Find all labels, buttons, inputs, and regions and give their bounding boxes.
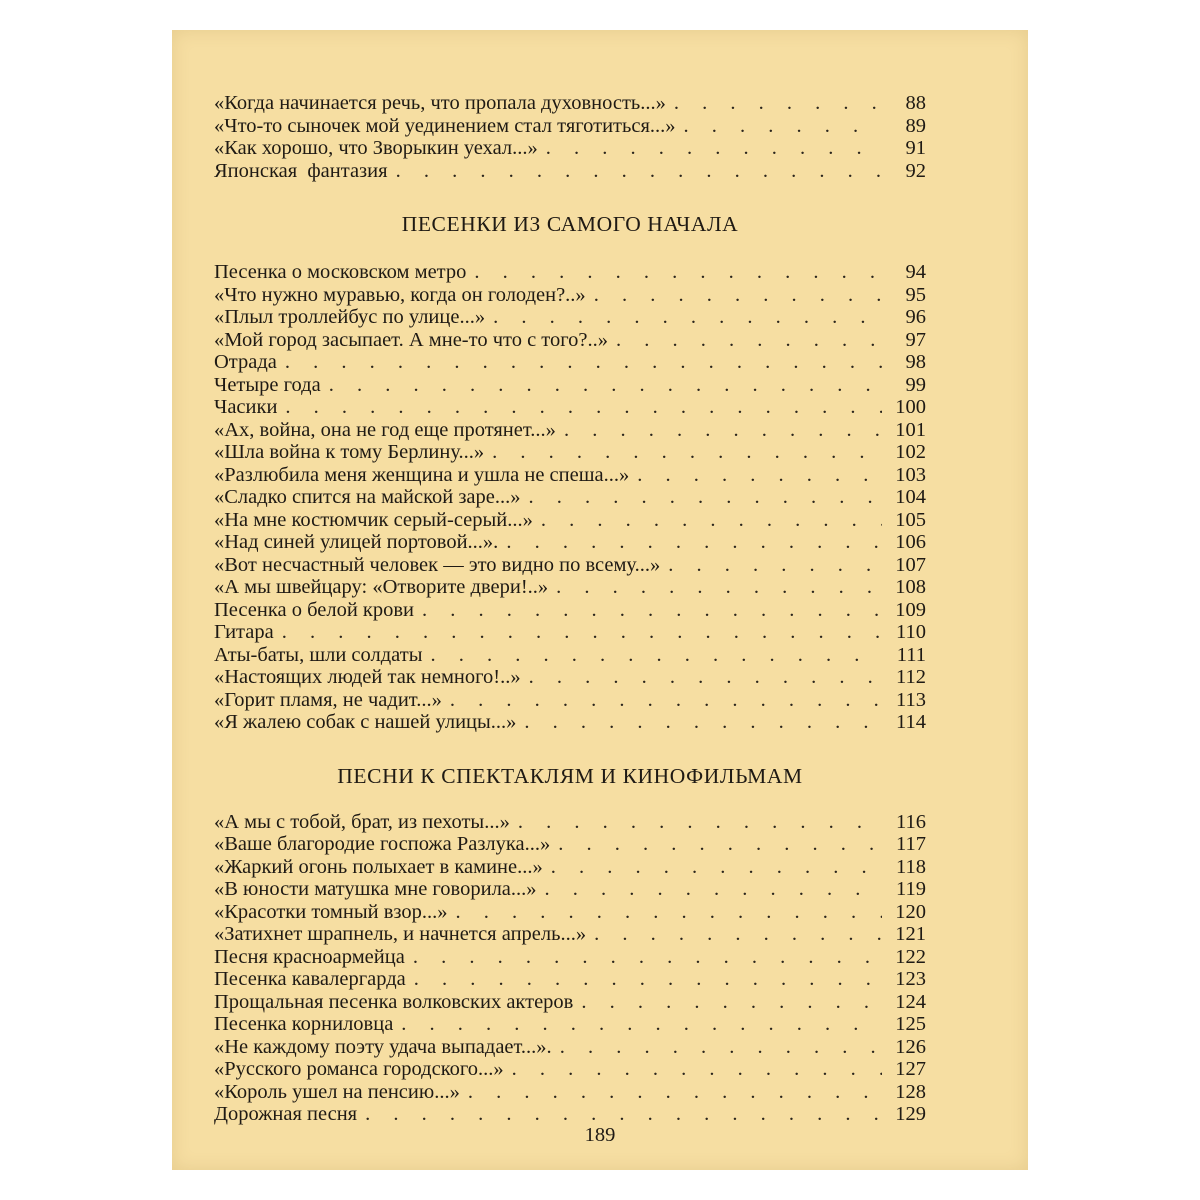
toc-entry [214,92,926,115]
entry-title: Японская фантазия [214,159,388,182]
dot-leader [558,833,882,856]
entry-title: «В юности матушка мне говорила...» [214,878,537,900]
toc-entry [214,811,926,834]
toc-entry [214,137,926,160]
entry-page-number: 116 [896,810,926,833]
toc-entry [214,644,926,667]
toc-entry [214,115,926,138]
entry-title: «Над синей улицей портовой...». [214,531,499,553]
entry-title: «Я жалею собак с нашей улицы...» [214,711,517,733]
toc-entry [214,441,926,464]
entry-page-number: 101 [895,418,926,441]
toc-entry [214,1013,926,1036]
toc-entry [214,464,926,487]
toc-entry [214,833,926,856]
dot-leader [414,968,882,991]
toc-entry [214,666,926,689]
entry-page-number: 125 [895,1013,926,1035]
dot-leader [564,419,882,442]
entry-title: «Шла война к тому Берлину...» [214,441,485,463]
dot-leader [401,1013,882,1036]
dot-leader [524,711,882,734]
dot-leader [285,396,882,419]
dot-leader [594,923,882,946]
dot-leader [594,284,882,307]
dot-leader [468,1081,882,1104]
dot-leader [637,464,882,487]
entry-title: «Вот несчастный человек — это видно по всему...» [214,553,661,576]
entry-page-number: 102 [895,441,926,463]
dot-leader [493,306,882,329]
entry-title: «Ах, война, она не год еще протянет...» [214,418,556,441]
dot-leader [616,329,882,352]
page-number: 189 [584,1124,616,1146]
toc-section-1-entries [214,261,926,734]
entry-title: «Король ушел на пенсию...» [214,1080,460,1103]
toc-entry [214,599,926,622]
entry-page-number: 99 [905,373,926,396]
dot-leader [506,531,882,554]
entry-page-number: 121 [895,923,926,945]
book-page [172,30,1028,1170]
dot-leader [492,441,882,464]
dot-leader [684,115,882,138]
entry-title: Четыре года [214,373,321,396]
entry-title: Прощальная песенка волковских актеров [214,990,574,1013]
entry-title: «Когда начинается речь, что пропала духовность...» [214,92,666,114]
dot-leader [450,689,882,712]
dot-leader [581,991,882,1014]
entry-page-number: 105 [895,508,926,531]
toc-entry [214,1058,926,1081]
entry-page-number: 124 [895,990,926,1013]
toc-entry [214,878,926,901]
entry-title: Часики [214,396,278,418]
entry-title: «Разлюбила меня женщина и ушла не спеша...» [214,463,630,486]
dot-leader [518,811,882,834]
dot-leader [456,901,882,924]
entry-page-number: 107 [895,553,926,576]
entry-page-number: 89 [905,114,926,137]
toc-entry [214,968,926,991]
entry-title: «Красотки томный взор...» [214,900,448,923]
entry-title: «Как хорошо, что Зворыкин уехал...» [214,137,538,159]
dot-leader [474,261,882,284]
toc-entry [214,554,926,577]
dot-leader [512,1058,882,1081]
entry-title: Аты-баты, шли солдаты [214,643,423,666]
entry-title: «Затихнет шрапнель, и начнется апрель...» [214,923,587,945]
dot-leader [529,666,882,689]
entry-title: Песенка о московском метро [214,261,467,283]
table-of-contents [214,92,926,1126]
dot-leader [365,1103,882,1126]
entry-page-number: 98 [905,351,926,373]
entry-page-number: 92 [905,159,926,182]
entry-title: Песенка кавалергарда [214,968,406,990]
dot-leader [413,946,882,969]
toc-entry [214,1103,926,1126]
dot-leader [668,554,882,577]
dot-leader [396,160,882,183]
entry-page-number: 96 [905,306,926,328]
toc-entry [214,946,926,969]
entry-title: «Не каждому поэту удача выпадает...». [214,1035,552,1058]
dot-leader [551,856,882,879]
section-heading: ПЕСЕНКИ ИЗ САМОГО НАЧАЛА [401,212,739,236]
entry-page-number: 103 [895,463,926,486]
entry-page-number: 106 [895,531,926,553]
entry-page-number: 91 [905,137,926,159]
entry-page-number: 94 [905,261,926,283]
entry-title: «А мы с тобой, брат, из пехоты...» [214,810,510,833]
dot-leader [546,137,882,160]
entry-page-number: 127 [895,1058,926,1080]
entry-page-number: 97 [905,328,926,351]
entry-title: «Русского романса городского...» [214,1058,504,1080]
entry-page-number: 119 [896,878,926,900]
dot-leader [674,92,882,115]
entry-page-number: 112 [896,666,926,688]
entry-page-number: 108 [895,576,926,598]
entry-page-number: 118 [896,855,926,878]
toc-entry [214,689,926,712]
toc-entry [214,419,926,442]
entry-title: Песня красноармейца [214,945,405,968]
entry-title: «Сладко спится на майской заре...» [214,486,521,508]
dot-leader [545,878,882,901]
entry-title: «Жаркий огонь полыхает в камине...» [214,855,543,878]
entry-title: «Ваше благородие госпожа Разлука...» [214,833,551,855]
toc-entry [214,901,926,924]
entry-title: «Плыл троллейбус по улице...» [214,306,486,328]
dot-leader [556,576,882,599]
entry-page-number: 95 [905,283,926,306]
toc-entry [214,621,926,644]
entry-page-number: 120 [895,900,926,923]
toc-entry [214,1036,926,1059]
toc-entry [214,991,926,1014]
entry-page-number: 109 [895,598,926,621]
dot-leader [282,621,882,644]
toc-entry [214,856,926,879]
entry-title: Гитара [214,621,274,643]
toc-entry [214,923,926,946]
entry-page-number: 111 [896,643,926,666]
dot-leader [560,1036,882,1059]
entry-title: Дорожная песня [214,1103,358,1125]
toc-entry [214,351,926,374]
toc-entry [214,576,926,599]
entry-page-number: 114 [896,711,926,733]
entry-page-number: 88 [905,92,926,114]
entry-title: «Горит пламя, не чадит...» [214,688,442,711]
entry-page-number: 110 [896,621,926,643]
entry-title: Песенка о белой крови [214,598,415,621]
toc-entry [214,284,926,307]
dot-leader [422,599,882,622]
entry-page-number: 123 [895,968,926,990]
toc-entry [214,1081,926,1104]
toc-entry [214,160,926,183]
dot-leader [430,644,882,667]
entry-page-number: 122 [895,945,926,968]
toc-entry [214,306,926,329]
toc-entry [214,329,926,352]
toc-entry [214,486,926,509]
entry-title: «А мы швейцару: «Отворите двери!..» [214,576,549,598]
dot-leader [285,351,882,374]
entry-title: «Что-то сыночек мой уединением стал тяготиться...» [214,114,676,137]
entry-title: «Настоящих людей так немного!..» [214,666,521,688]
toc-entry [214,396,926,419]
entry-title: «Мой город засыпает. А мне-то что с того?..» [214,328,608,351]
toc-entry [214,509,926,532]
toc-entry [214,261,926,284]
section-heading: ПЕСНИ К СПЕКТАКЛЯМ И КИНОФИЛЬМАМ [337,763,803,788]
entry-page-number: 128 [895,1080,926,1103]
entry-title: «Что нужно муравью, когда он голоден?..» [214,283,586,306]
entry-title: «На мне костюмчик серый-серый...» [214,508,533,531]
toc-entry [214,531,926,554]
entry-title: Песенка корниловца [214,1013,394,1035]
dot-leader [329,374,882,397]
entry-page-number: 129 [895,1103,926,1125]
entry-page-number: 126 [895,1035,926,1058]
dot-leader [529,486,882,509]
entry-page-number: 104 [895,486,926,508]
toc-entry [214,374,926,397]
toc-top-entries [214,92,926,182]
toc-entry [214,711,926,734]
dot-leader [541,509,882,532]
entry-page-number: 100 [895,396,926,418]
toc-section-2-entries [214,811,926,1126]
entry-page-number: 117 [896,833,926,855]
entry-title: Отрада [214,351,277,373]
entry-page-number: 113 [896,688,926,711]
